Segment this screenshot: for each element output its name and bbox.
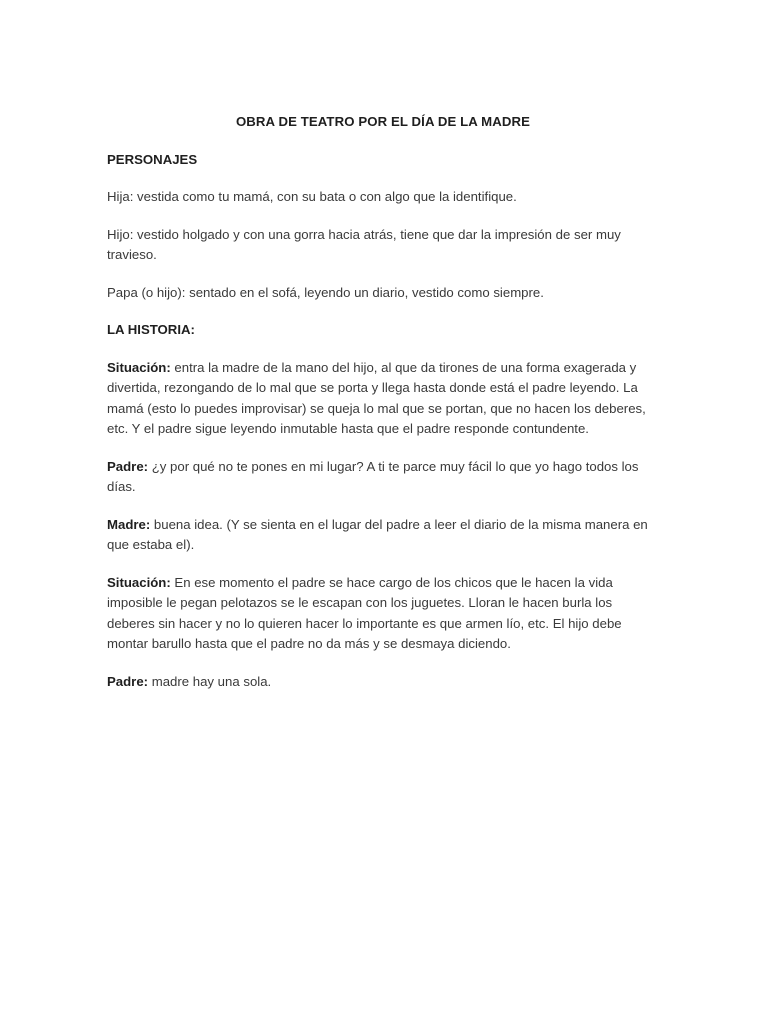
document-body [107,112,659,709]
character-hijo: Hijo: vestido holgado y con una gorra hacia atrás, tiene que dar la impresión de ser muy travieso. [107,226,621,262]
historia-paragraph [107,358,659,440]
historia-paragraph [107,573,659,655]
character-papa: Papa (o hijo): sentado en el sofá, leyendo un diario, vestido como siempre. [107,284,544,300]
speaker-label: Madre: [107,516,151,532]
historia-paragraph [107,515,659,556]
historia-text: madre hay una sola. [148,673,272,689]
speaker-label: Situación: [107,574,171,590]
historia-paragraph [107,672,659,693]
speaker-label: Padre: [107,458,149,474]
historia-text: entra la madre de la mano del hijo, al que da tirones de una forma exagerada y divertida, rezongando de lo mal que se porta y llega hasta donde está el padre leyendo. La mamá (esto lo puedes improvisar) se queja lo mal que se portan, que no hacen los deberes, etc. Y el padre sigue leyendo inmutable hasta que el padre responde contundente. [107,359,646,436]
historia-paragraph [107,457,659,498]
historia-text: ¿y por qué no te pones en mi lugar? A ti te parce muy fácil lo que yo hago todos los días. [107,458,639,494]
character-hija: Hija: vestida como tu mamá, con su bata o con algo que la identifique. [107,189,517,204]
speaker-label: Situación: [107,359,171,375]
document-title: OBRA DE TEATRO POR EL DÍA DE LA MADRE [235,114,531,129]
historia-text: En ese momento el padre se hace cargo de los chicos que le hacen la vida imposible le pegan pelotazos se le escapan con los juguetes. Lloran le hacen burla los deberes sin hacer y no lo quieren hacer lo importante es que armen lío, etc. El hijo debe montar barullo hasta que el padre no da más y se desmaya diciendo. [107,574,622,651]
historia-heading: LA HISTORIA: [107,322,195,337]
personajes-heading: PERSONAJES [107,151,198,167]
speaker-label: Padre: [107,673,149,689]
historia-text: buena idea. (Y se sienta en el lugar del padre a leer el diario de la misma manera en que estaba el). [107,516,648,552]
